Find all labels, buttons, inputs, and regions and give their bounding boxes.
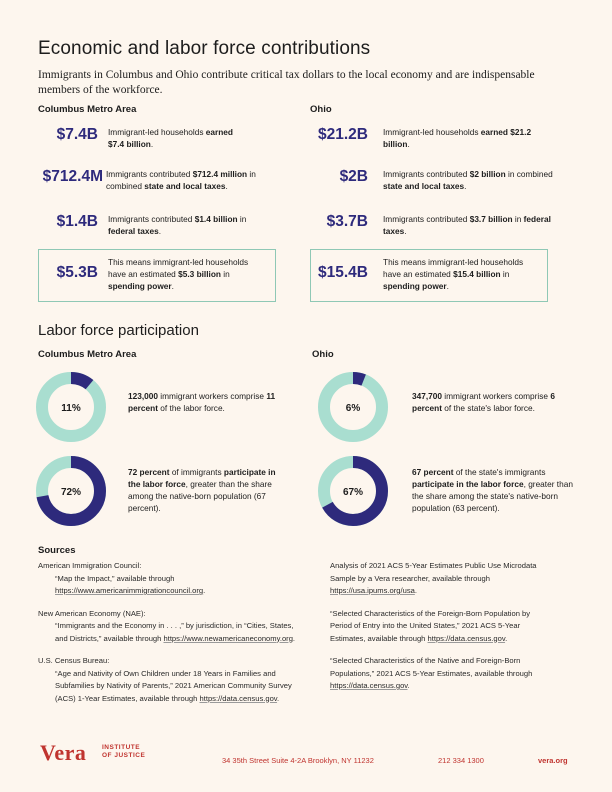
sources-right <box>330 560 550 693</box>
labor-ohio-heading: Ohio <box>312 349 334 360</box>
donut-chart <box>35 455 107 527</box>
ohio-heading: Ohio <box>310 104 332 115</box>
labor-text: 347,700 immigrant workers comprise 6 percent of the state's labor force. <box>412 391 555 413</box>
labor-text: 67 percent of the state's immigrants participate in the labor force, greater than the share among the state's native-born population (63 percent). <box>412 467 573 513</box>
labor-text: 72 percent of immigrants participate in the labor force, greater than the share among the native-born population (67 percent). <box>128 467 276 513</box>
ohio-stat-text: Immigrants contributed $2 billion in combined state and local taxes. <box>383 169 553 191</box>
donut-percent-label: 11% <box>61 403 81 414</box>
donut-percent-label: 6% <box>345 403 361 414</box>
donut-chart <box>317 371 389 443</box>
page-title: Economic and labor force contributions <box>38 38 371 59</box>
ohio-stat-value: $2B <box>339 168 368 185</box>
columbus-stat-value: $5.3B <box>56 264 98 281</box>
source-link[interactable]: https://data.census.gov <box>199 693 278 703</box>
source-link[interactable]: https://usa.ipums.org/usa <box>330 586 415 595</box>
columbus-stat-text: This means immigrant-led households have an estimated $5.3 billion in spending power. <box>108 257 249 291</box>
labor-heading: Labor force participation <box>38 322 199 339</box>
footer-website[interactable]: vera.org <box>538 756 568 765</box>
vera-logo-institute: INSTITUTE OF JUSTICE <box>102 744 146 759</box>
source-link[interactable]: https://data.census.gov <box>330 681 408 690</box>
columbus-stat-value: $712.4M <box>42 168 103 185</box>
source-entry: “Age and Nativity of Own Children under 18 Years in Families and Subfamilies by Nativity of Parents,” 2021 American Community Survey (ACS) 1-Year Estimates, available through https://data.census.gov. <box>55 668 292 703</box>
source-entry: “Selected Characteristics of the Native and Foreign-Born Populations,” 2021 ACS 5-Year Estimates, available through https://data.census.gov. <box>330 656 533 690</box>
source-org: New American Economy (NAE): <box>38 608 146 618</box>
donut-percent-label: 67% <box>342 487 364 498</box>
vera-logo[interactable]: Vera <box>40 740 87 765</box>
columbus-stat-text: Immigrants contributed $712.4 million in combined state and local taxes. <box>106 169 256 191</box>
labor-text: 123,000 immigrant workers comprise 11 percent of the labor force. <box>128 391 276 413</box>
source-link[interactable]: https://www.americanimmigrationcouncil.org <box>55 586 204 595</box>
source-org: U.S. Census Bureau: <box>38 656 110 665</box>
columbus-stat-text: Immigrants contributed $1.4 billion in federal taxes. <box>108 214 247 236</box>
ohio-stat-value: $21.2B <box>318 126 368 143</box>
source-entry: “Map the Impact,” available through https://www.americanimmigrationcouncil.org. <box>55 573 206 595</box>
ohio-stat-text: This means immigrant-led households have an estimated $15.4 billion in spending power. <box>383 257 524 291</box>
source-link[interactable]: https://www.newamericaneconomy.org <box>163 633 293 643</box>
ohio-stat-value: $3.7B <box>326 213 368 230</box>
source-entry: Analysis of 2021 ACS 5-Year Estimates Public Use Microdata Sample by a Vera researcher, available through https://usa.ipums.org/usa. <box>330 561 537 595</box>
footer-address: 34 35th Street Suite 4-2A Brooklyn, NY 11232 <box>222 756 374 765</box>
source-link[interactable]: https://data.census.gov <box>427 633 506 643</box>
footer-phone: 212 334 1300 <box>438 756 484 765</box>
source-org: American Immigration Council: <box>38 561 142 570</box>
columbus-heading: Columbus Metro Area <box>38 104 137 115</box>
donut-percent-label: 72% <box>60 487 82 498</box>
sources-heading: Sources <box>38 545 76 556</box>
ohio-stat-text: Immigrants contributed $3.7 billion in federal taxes. <box>383 214 551 236</box>
donut-chart <box>317 455 389 527</box>
ohio-stat-value: $15.4B <box>318 264 368 281</box>
source-entry: “Selected Characteristics of the Foreign-Born Population by Period of Entry into the United States,” 2021 ACS 5-Year Estimates, available through https://data.census.gov. <box>330 608 531 643</box>
columbus-stat-text: Immigrant-led households earned $7.4 billion. <box>108 127 233 149</box>
source-entry: “Immigrants and the Economy in . . . ,” by jurisdiction, in “Cities, States, and Districts,” available through https://www.newamericaneconomy.org. <box>55 621 296 643</box>
columbus-stat-value: $1.4B <box>56 213 98 230</box>
ohio-stat-text: Immigrant-led households earned $21.2 billion. <box>383 127 532 149</box>
intro-text: Immigrants in Columbus and Ohio contribute critical tax dollars to the local economy and are indispensable members of the workforce. <box>38 69 535 96</box>
donut-chart <box>35 371 107 443</box>
labor-columbus-heading: Columbus Metro Area <box>38 349 137 360</box>
columbus-stat-value: $7.4B <box>56 126 98 143</box>
sources-left <box>38 560 303 705</box>
